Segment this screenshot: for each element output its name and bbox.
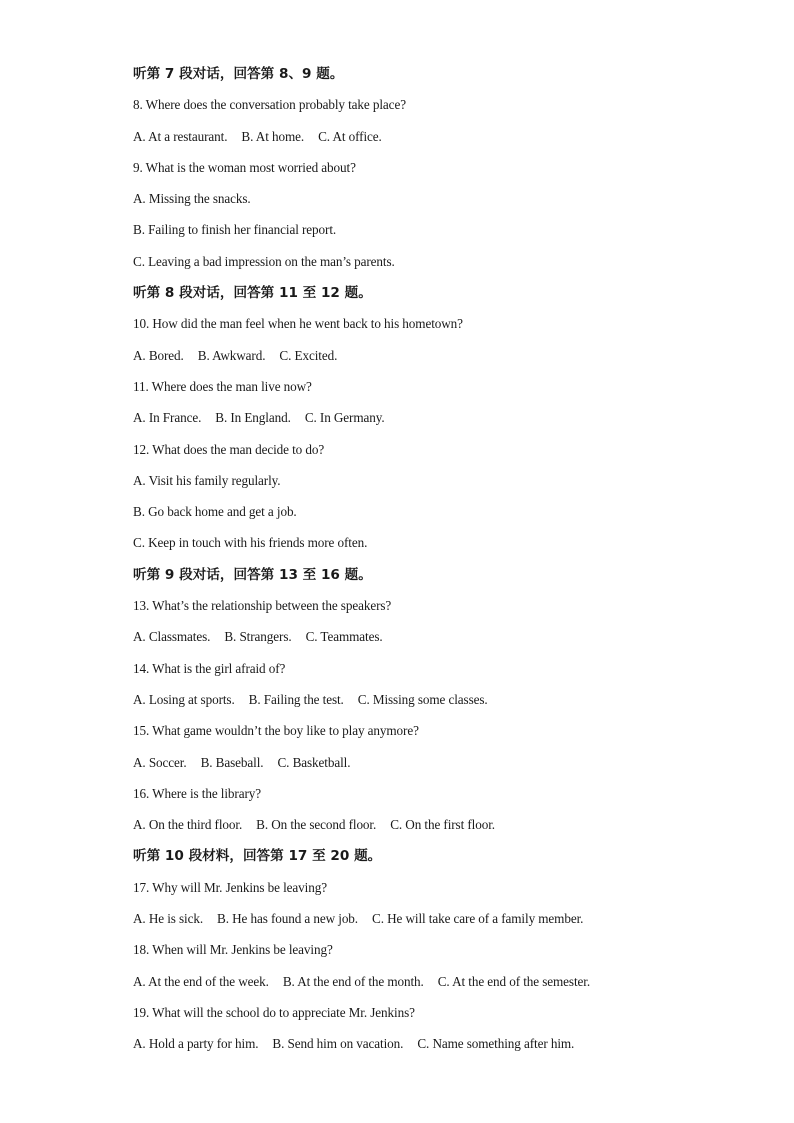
option-a: A. At the end of the week.: [133, 973, 269, 989]
option-a: A. In France.: [133, 410, 202, 426]
question-text: 17. Why will Mr. Jenkins be leaving?: [133, 879, 327, 895]
option-a: A. Soccer.: [133, 754, 187, 770]
option-b: B. Baseball.: [200, 754, 264, 770]
option-c: C. At office.: [318, 128, 382, 144]
option-b: B. Awkward.: [197, 347, 266, 363]
option-c: C. At the end of the semester.: [437, 973, 591, 989]
option-c: C. Teammates.: [305, 629, 383, 645]
option-c: C. Name something after him.: [417, 1036, 575, 1052]
options-row: [133, 625, 693, 656]
option-a: A. Bored.: [133, 347, 184, 363]
option-c: C. He will take care of a family member.: [372, 911, 584, 927]
options-row: [133, 751, 693, 782]
option-a: A. He is sick.: [133, 911, 204, 927]
option-c: C. Excited.: [279, 347, 338, 363]
question-text: 9. What is the woman most worried about?: [133, 159, 356, 175]
options-row: [133, 970, 693, 1001]
option-a: A. Hold a party for him.: [133, 1036, 259, 1052]
question-text: 16. Where is the library?: [133, 785, 261, 801]
question-text: 18. When will Mr. Jenkins be leaving?: [133, 942, 333, 958]
option-b: B. In England.: [215, 410, 291, 426]
option-b: B. On the second floor.: [256, 817, 377, 833]
question-text: 13. What’s the relationship between the speakers?: [133, 598, 392, 614]
option-b: B. Go back home and get a job.: [133, 504, 297, 520]
options-row: [133, 907, 693, 938]
option-b: B. Strangers.: [224, 629, 292, 645]
options-row: [133, 125, 693, 156]
option-c: C. Missing some classes.: [357, 691, 488, 707]
option-a: A. Visit his family regularly.: [133, 472, 281, 488]
options-row: [133, 688, 693, 719]
options-row: [133, 813, 693, 844]
option-b: B. Failing the test.: [248, 691, 344, 707]
section-heading: 听第 10 段材料，回答第 17 至 20 题。: [133, 848, 382, 865]
option-a: A. Classmates.: [133, 629, 211, 645]
option-b: B. At home.: [241, 128, 305, 144]
option-c: C. Keep in touch with his friends more often.: [133, 535, 368, 551]
exam-page: [133, 62, 693, 1064]
option-c: C. On the first floor.: [390, 817, 495, 833]
section-heading: 听第 7 段对话，回答第 8、9 题。: [133, 66, 344, 82]
question-text: 15. What game wouldn’t the boy like to play anymore?: [133, 723, 419, 739]
section-heading: 听第 8 段对话，回答第 11 至 12 题。: [133, 285, 372, 302]
option-b: B. Send him on vacation.: [272, 1036, 404, 1052]
question-text: 14. What is the girl afraid of?: [133, 660, 286, 676]
section-heading: 听第 9 段对话，回答第 13 至 16 题。: [133, 566, 372, 583]
option-c: C. Leaving a bad impression on the man’s parents.: [133, 253, 395, 269]
options-row: [133, 406, 693, 437]
question-text: 11. Where does the man live now?: [133, 378, 312, 394]
options-row: [133, 344, 693, 375]
option-a: A. At a restaurant.: [133, 128, 228, 144]
question-text: 12. What does the man decide to do?: [133, 441, 325, 457]
option-a: A. On the third floor.: [133, 817, 243, 833]
option-c: C. In Germany.: [304, 410, 385, 426]
option-a: A. Missing the snacks.: [133, 191, 251, 207]
question-text: 8. Where does the conversation probably take place?: [133, 97, 406, 113]
option-b: B. At the end of the month.: [282, 973, 424, 989]
option-a: A. Losing at sports.: [133, 691, 235, 707]
question-text: 10. How did the man feel when he went back to his hometown?: [133, 316, 463, 332]
option-b: B. He has found a new job.: [217, 911, 359, 927]
question-text: 19. What will the school do to appreciate Mr. Jenkins?: [133, 1004, 415, 1020]
option-b: B. Failing to finish her financial report.: [133, 222, 337, 238]
option-c: C. Basketball.: [277, 754, 351, 770]
options-row: [133, 1032, 693, 1063]
